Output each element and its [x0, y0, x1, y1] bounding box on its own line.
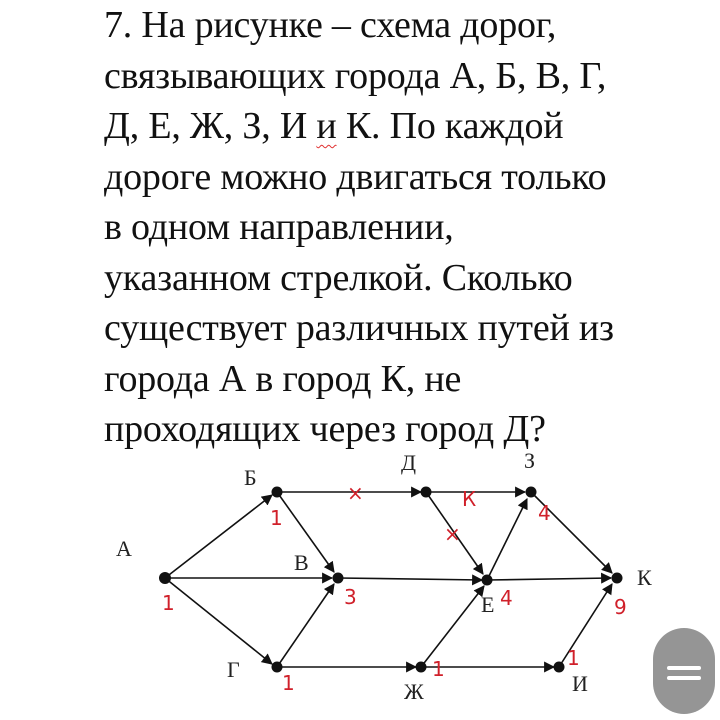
- problem-line-6: указанном стрелкой. Сколько: [104, 256, 573, 299]
- node-g-label: Г: [227, 657, 240, 682]
- problem-line-4: дороге можно двигаться только: [104, 155, 607, 198]
- count-e: 4: [500, 586, 513, 610]
- edge-e-z: [487, 499, 527, 580]
- cross-mark-d-z: К: [462, 487, 477, 511]
- count-a: 1: [162, 591, 175, 615]
- count-b: 1: [270, 506, 283, 530]
- node-b-label: Б: [244, 465, 257, 490]
- problem-line-7: существует различных путей из: [104, 307, 614, 349]
- node-k-label: К: [637, 565, 652, 590]
- node-d-label: Д: [401, 450, 417, 475]
- cross-mark-b-d: ×: [347, 481, 364, 505]
- edge-a-g: [165, 578, 272, 664]
- count-z: 4: [538, 501, 551, 525]
- cross-mark-d-e: ×: [444, 522, 461, 546]
- node-z-dot: [526, 487, 537, 498]
- node-e-dot: [482, 575, 493, 586]
- node-zh-dot: [416, 662, 427, 673]
- edge-e-k: [487, 578, 611, 580]
- count-v: 3: [344, 585, 357, 609]
- node-z-label: З: [524, 448, 536, 473]
- problem-line-1: 7. На рисунке – схема дорог,: [104, 4, 557, 46]
- node-i-dot: [554, 662, 565, 673]
- spellcheck-word: и: [316, 105, 337, 147]
- problem-line-8: города А в город К, не: [104, 357, 462, 400]
- problem-line-9: проходящих через город Д?: [104, 408, 546, 450]
- count-zh: 1: [432, 657, 445, 681]
- node-b-dot: [272, 487, 283, 498]
- edge-v-e: [338, 578, 482, 580]
- problem-line-2: связывающих города А, Б, В, Г,: [104, 54, 607, 97]
- node-k-dot: [612, 573, 623, 584]
- count-i: 1: [567, 646, 580, 670]
- edge-a-b: [165, 495, 272, 578]
- node-i-label: И: [572, 671, 588, 696]
- edge-g-v: [277, 584, 334, 667]
- count-g: 1: [282, 671, 295, 695]
- edge-zh-e: [421, 586, 484, 667]
- node-v-dot: [333, 573, 344, 584]
- node-e-label: Е: [481, 592, 495, 617]
- problem-line-5: в одном направлении,: [104, 206, 454, 248]
- problem-line-3-end: К. По каждой: [345, 105, 564, 147]
- node-g-dot: [272, 662, 283, 673]
- node-a-label: А: [116, 536, 132, 561]
- node-d-dot: [421, 487, 432, 498]
- node-a-dot: [159, 572, 171, 584]
- problem-line-3-start: Д, Е, Ж, З, И: [104, 105, 308, 147]
- node-v-label: В: [294, 550, 309, 575]
- count-k: 9: [614, 595, 627, 619]
- scroll-menu-button[interactable]: [653, 628, 715, 714]
- node-zh-label: Ж: [404, 679, 424, 704]
